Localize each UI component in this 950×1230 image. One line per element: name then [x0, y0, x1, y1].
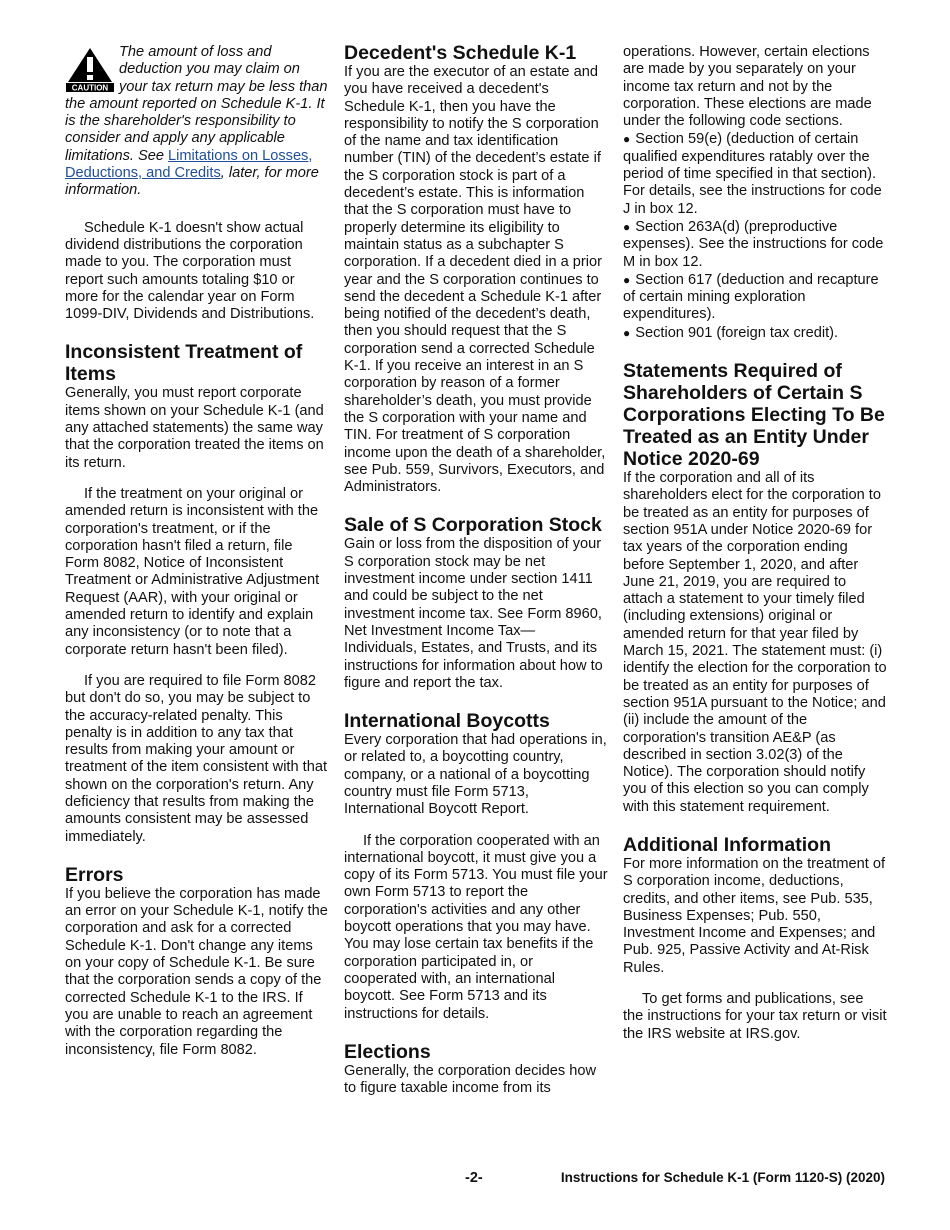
sale-heading: Sale of S Corporation Stock: [344, 514, 602, 537]
list-item-text: Section 59(e) (deduction of certain qualified expenditures ratably over the period of time specified in that section). For details, see the instructions for code J in box 12.: [623, 131, 882, 217]
inconsistent-treatment-heading: Inconsistent Treatment of Items: [65, 341, 303, 386]
elections-continued-paragraph: operations. However, certain elections are made by you separately on your income tax return and not by the corporation. These elections are made under the following code sections.: [623, 44, 872, 130]
page-number: -2-: [465, 1170, 483, 1186]
list-item-text: Section 263A(d) (preproductive expenses). See the instructions for code M in box 12.: [623, 218, 884, 270]
page-footer: [0, 1170, 950, 1190]
code-sections-list: [623, 131, 887, 342]
elections-paragraph: Generally, the corporation decides how to figure taxable income from its: [344, 1062, 597, 1097]
form-title: Instructions for Schedule K-1 (Form 1120-S) (2020): [560, 1170, 885, 1185]
additional-paragraph-1: For more information on the treatment of S corporation income, deductions, credits, and other items, see Pub. 535, Business Expenses; Pub. 550, Investment Income and Expenses; and Pub. 925, Passive Activity and At-Risk Rules.: [623, 855, 885, 976]
caution-text-part-2: , later, for more information.: [65, 165, 319, 199]
boycotts-paragraph-1: Every corporation that had operations in, or related to, a boycotting country, company, or a national of a boycotting country must file Form 5713, International Boycott Report.: [344, 732, 607, 818]
caution-icon: [65, 46, 115, 92]
errors-paragraph: If you believe the corporation has made an error on your Schedule K-1, notify the corporation and ask for a corrected Schedule K-1. Don't change any items on your copy of Schedule K-1. Be sure that the corporation sends a copy of the corrected Schedule K-1 to the IRS. If you are unable to reach an agreement with the corporation regarding the inconsistency, file Form 8082.: [65, 885, 328, 1058]
caution-text-part-1: The amount of loss and deduction you may claim on your tax return may be less than the amount reported on Schedule K-1. It is the shareholder's responsibility to consider and apply any applicable limitations. See: [65, 44, 328, 164]
column-3: [623, 44, 887, 1043]
inconsistent-paragraph-2: If the treatment on your original or amended return is inconsistent with the corporation's treatment, or if the corporation hasn't filed a return, file Form 8082, Notice of Inconsistent Treatment or Administrative Adjustment Request (AAR), with your original or amended return to identify and explain any inconsistency (or to note that a corporate return hasn't been filed).: [65, 485, 320, 658]
list-item: [623, 272, 887, 324]
bullet-icon: ●: [623, 219, 631, 234]
boycotts-paragraph-2: If the corporation cooperated with an international boycott, it must give you a copy of its Form 5713. You must file your own Form 5713 to report the corporation's activities and any other boycott operations that you may have. You may lose certain tax benefits if the corporation participated in, or cooperated with, an international boycott. See Form 5713 and its instructions for details.: [344, 832, 608, 1022]
dividends-paragraph: Schedule K-1 doesn't show actual dividend distributions the corporation made to you. The corporation must report such amounts totaling $10 or more for the calendar year on Form 1099-DIV, Dividends and Distributions.: [65, 219, 315, 323]
additional-paragraph-2: To get forms and publications, see the instructions for your tax return or visit the IRS website at IRS.gov.: [623, 991, 887, 1042]
inconsistent-paragraph-1: Generally, you must report corporate items shown on your Schedule K-1 (and any attached statements) the same way that the corporation treated the items on its return.: [65, 385, 324, 471]
bullet-icon: ●: [623, 325, 631, 340]
errors-heading: Errors: [65, 863, 124, 886]
bullet-icon: ●: [623, 132, 631, 147]
statements-paragraph: If the corporation and all of its shareholders elect for the corporation to be treated as an entity for purposes of section 951A under Notice 2020-69 for tax years of the corporation ending before September 1, 2020, and after June 21, 2019, you are required to attach a statement to your timely filed (including extensions) original or amended return for that year filed by March 15, 2021. The statement must: (i) identify the election for the corporation to be treated as an entity for purposes of section 951A pursuant to the Notice; and (ii) include the amount of the corporation's transition AE&P (as described in section 3.02(3) of the Notice). The corporation should notify you of this election so you can comply with this statement requirement.: [623, 470, 887, 815]
boycotts-heading: International Boycotts: [344, 710, 550, 733]
limitations-link[interactable]: Limitations on Losses, Deductions, and Credits: [65, 147, 313, 182]
sale-paragraph: Gain or loss from the disposition of your S corporation stock may be net investment income under section 1411 and could be subject to the net investment income tax. See Form 8960, Net Investment Income Tax—Individuals, Estates, and Trusts, and its instructions for information about how to figure and report the tax.: [344, 536, 603, 691]
list-item: [623, 325, 887, 342]
list-item-text: Section 617 (deduction and recapture of certain mining exploration expenditures).: [623, 271, 879, 323]
column-1: [65, 44, 329, 1059]
column-2: [344, 42, 608, 1097]
additional-information-heading: Additional Information: [623, 833, 831, 856]
list-item: [623, 131, 887, 217]
decedent-heading: Decedent's Schedule K-1: [344, 42, 577, 64]
decedent-paragraph: If you are the executor of an estate and you have received a decedent's Schedule K-1, then you have the responsibility to notify the S corporation of the name and tax identification number (TIN) of the decedent’s estate if the S corporation stock is part of a decedent’s estate. This is information that the S corporation must have to properly determine its eligibility to maintain status as a subchapter S corporation. If a decedent died in a prior year and the S corporation continues to send the decedent a Schedule K-1 after being notified of the decedent’s death, then you should request that the S corporation send a corrected Schedule K-1. If you receive an interest in an S corporation by reason of a former shareholder’s death, you must provide the S corporation with your name and TIN. For treatment of S corporation income upon the death of a shareholder, see Pub. 559, Survivors, Executors, and Administrators.: [344, 64, 606, 496]
elections-heading: Elections: [344, 1040, 431, 1063]
list-item-text: Section 901 (foreign tax credit).: [635, 324, 839, 341]
caution-label: CAUTION: [71, 83, 109, 92]
caution-box: [65, 44, 329, 200]
bullet-icon: ●: [623, 272, 631, 287]
list-item: [623, 219, 887, 271]
inconsistent-paragraph-3: If you are required to file Form 8082 but don't do so, you may be subject to the accuracy-related penalty. This penalty is in addition to any tax that results from making your amount or treatment of the item consistent with that shown on the corporation's return. Any deficiency that results from making the amounts consistent may be assessed immediately.: [65, 672, 328, 845]
statements-heading: Statements Required of Shareholders of Certain S Corporations Electing To Be Treated as an Entity Under Notice 2020-69: [623, 360, 885, 471]
